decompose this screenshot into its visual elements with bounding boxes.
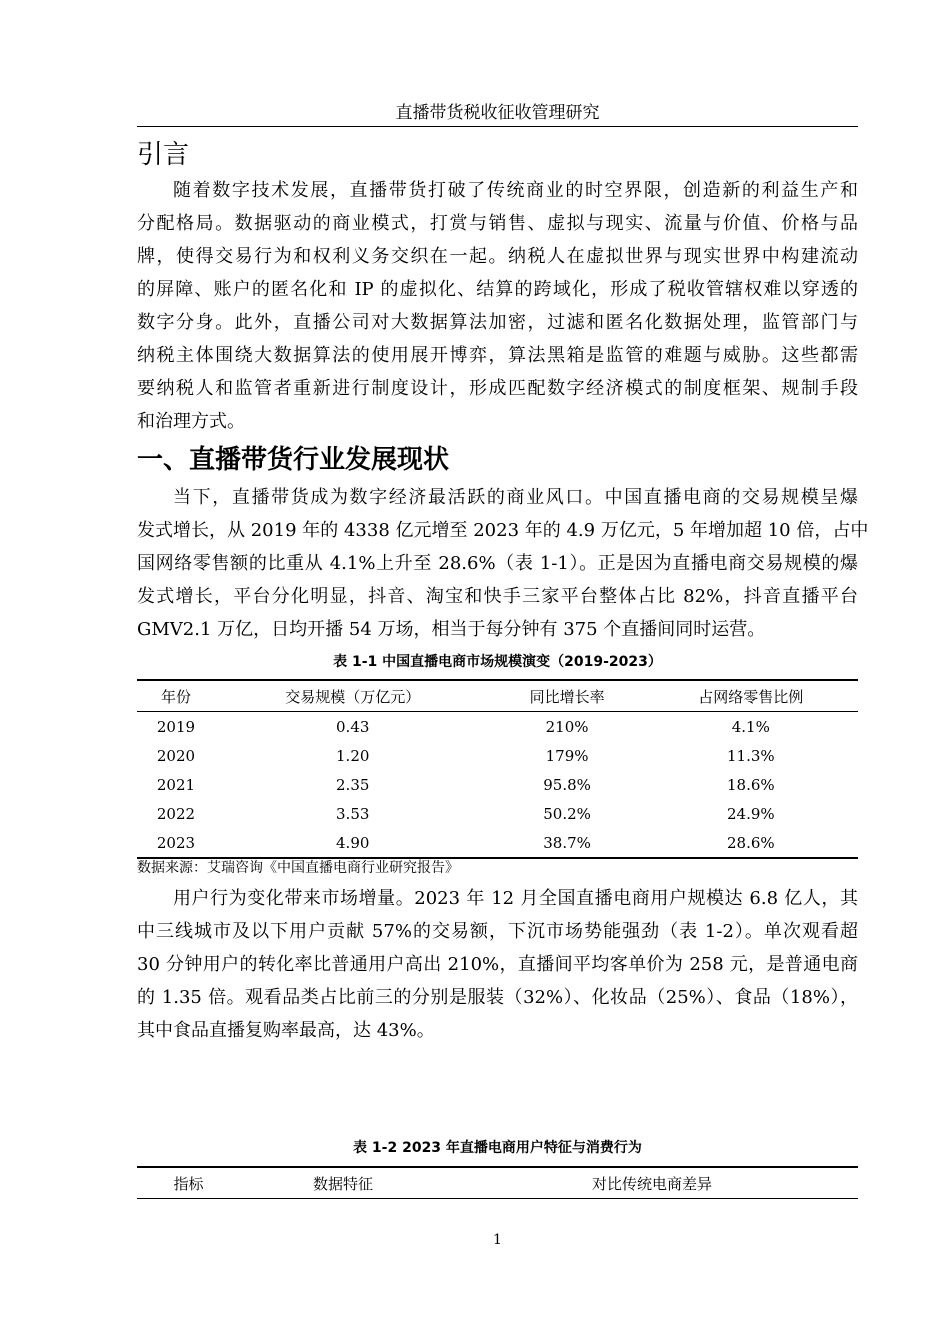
paragraph-line: 中三线城市及以下用户贡献 57%的交易额，下沉市场势能强劲（表 1-2）。单次观看超 [137, 921, 858, 942]
column-header: 交易规模（万亿元） [215, 680, 491, 712]
table-cell: 2021 [156, 775, 196, 794]
paragraph-line: 和治理方式。 [137, 411, 245, 432]
column-header: 占网络零售比例 [644, 680, 858, 712]
table1-caption: 表 1-1 中国直播电商市场规模演变（2019-2023） [333, 654, 662, 670]
table-row [137, 828, 858, 858]
column-header: 数据特征 [240, 1167, 446, 1199]
table-cell: 18.6% [726, 775, 775, 794]
paragraph-intro [137, 174, 858, 438]
running-header: 直播带货税收征收管理研究 [137, 100, 858, 127]
table1 [137, 679, 858, 859]
table-cell: 4.90 [215, 828, 491, 858]
column-header: 同比增长率 [491, 680, 644, 712]
table-row [137, 799, 858, 828]
table-row [137, 741, 858, 770]
table-cell: 3.53 [336, 804, 370, 823]
section-heading-intro: 引言 [137, 140, 190, 170]
table-cell: 11.3% [726, 746, 775, 765]
paragraph-line: 的屏障、账户的匿名化和 IP 的虚拟化、结算的跨域化，形成了税收管辖权难以穿透的 [137, 279, 858, 300]
table-cell: 210% [545, 717, 589, 736]
paragraph-line: 数字分身。此外，直播公司对大数据算法加密，过滤和匿名化数据处理，监管部门与 [137, 312, 858, 333]
table-cell: 2.35 [336, 775, 370, 794]
table-row [137, 712, 858, 742]
paragraph-line: 随着数字技术发展，直播带货打破了传统商业的时空界限，创造新的利益生产和 [173, 180, 858, 201]
table-cell: 95.8% [543, 775, 591, 794]
table-cell: 1.20 [336, 746, 370, 765]
table-cell: 179% [545, 746, 589, 765]
table-cell: 2019 [156, 717, 196, 736]
column-header: 年份 [137, 680, 215, 712]
page-number: 1 [493, 1232, 502, 1248]
table-cell: 2020 [156, 746, 196, 765]
table-cell: 4.1% [731, 717, 770, 736]
paragraph-line: 发式增长，平台分化明显，抖音、淘宝和快手三家平台整体占比 82%，抖音直播平台 [137, 586, 858, 607]
table-cell: 28.6% [644, 828, 858, 858]
paragraph-line: 国网络零售额的比重从 4.1%上升至 28.6%（表 1-1）。正是因为直播电商交易规模的爆 [137, 553, 858, 574]
table-cell: 2023 [137, 828, 215, 858]
paragraph-line: 30 分钟用户的转化率比普通用户高出 210%，直播间平均客单价为 258 元，是普通电商 [137, 954, 858, 975]
table1-source: 数据来源：艾瑞咨询《中国直播电商行业研究报告》 [137, 860, 459, 876]
paragraph-line: 要纳税人和监管者重新进行制度设计，形成匹配数字经济模式的制度框架、规制手段 [137, 378, 858, 399]
paragraph-line: 牌，使得交易行为和权利义务交织在一起。纳税人在虚拟世界与现实世界中构建流动 [137, 246, 858, 267]
table-cell: 2022 [156, 804, 196, 823]
table-cell: 24.9% [726, 804, 775, 823]
paragraph-line: 分配格局。数据驱动的商业模式，打赏与销售、虚拟与现实、流量与价值、价格与品 [137, 213, 858, 234]
table-cell: 50.2% [543, 804, 591, 823]
column-header: 对比传统电商差异 [446, 1167, 858, 1199]
paragraph-line: 用户行为变化带来市场增量。2023 年 12 月全国直播电商用户规模达 6.8 亿人，其 [173, 888, 858, 909]
table2 [137, 1166, 858, 1199]
table-cell: 38.7% [491, 828, 644, 858]
paragraph-users [137, 882, 858, 1047]
paragraph-line: 其中食品直播复购率最高，达 43%。 [137, 1020, 435, 1041]
column-header: 指标 [137, 1167, 240, 1199]
paragraph-line: 当下，直播带货成为数字经济最活跃的商业风口。中国直播电商的交易规模呈爆 [173, 487, 858, 508]
table-cell: 0.43 [336, 717, 370, 736]
paragraph-line: GMV2.1 万亿，日均开播 54 万场，相当于每分钟有 375 个直播间同时运营。 [137, 619, 766, 640]
table2-caption: 表 1-2 2023 年直播电商用户特征与消费行为 [353, 1140, 642, 1156]
paragraph-line: 纳税主体围绕大数据算法的使用展开博弈，算法黑箱是监管的难题与威胁。这些都需 [137, 345, 858, 366]
paragraph-line: 发式增长，从 2019 年的 4338 亿元增至 2023 年的 4.9 万亿元，5 年增加超 10 倍，占中 [137, 520, 869, 541]
paragraph-market [137, 481, 869, 646]
section-heading-1: 一、直播带货行业发展现状 [137, 445, 450, 475]
paragraph-line: 的 1.35 倍。观看品类占比前三的分别是服装（32%）、化妆品（25%）、食品（18%）， [137, 987, 858, 1008]
table-row [137, 770, 858, 799]
